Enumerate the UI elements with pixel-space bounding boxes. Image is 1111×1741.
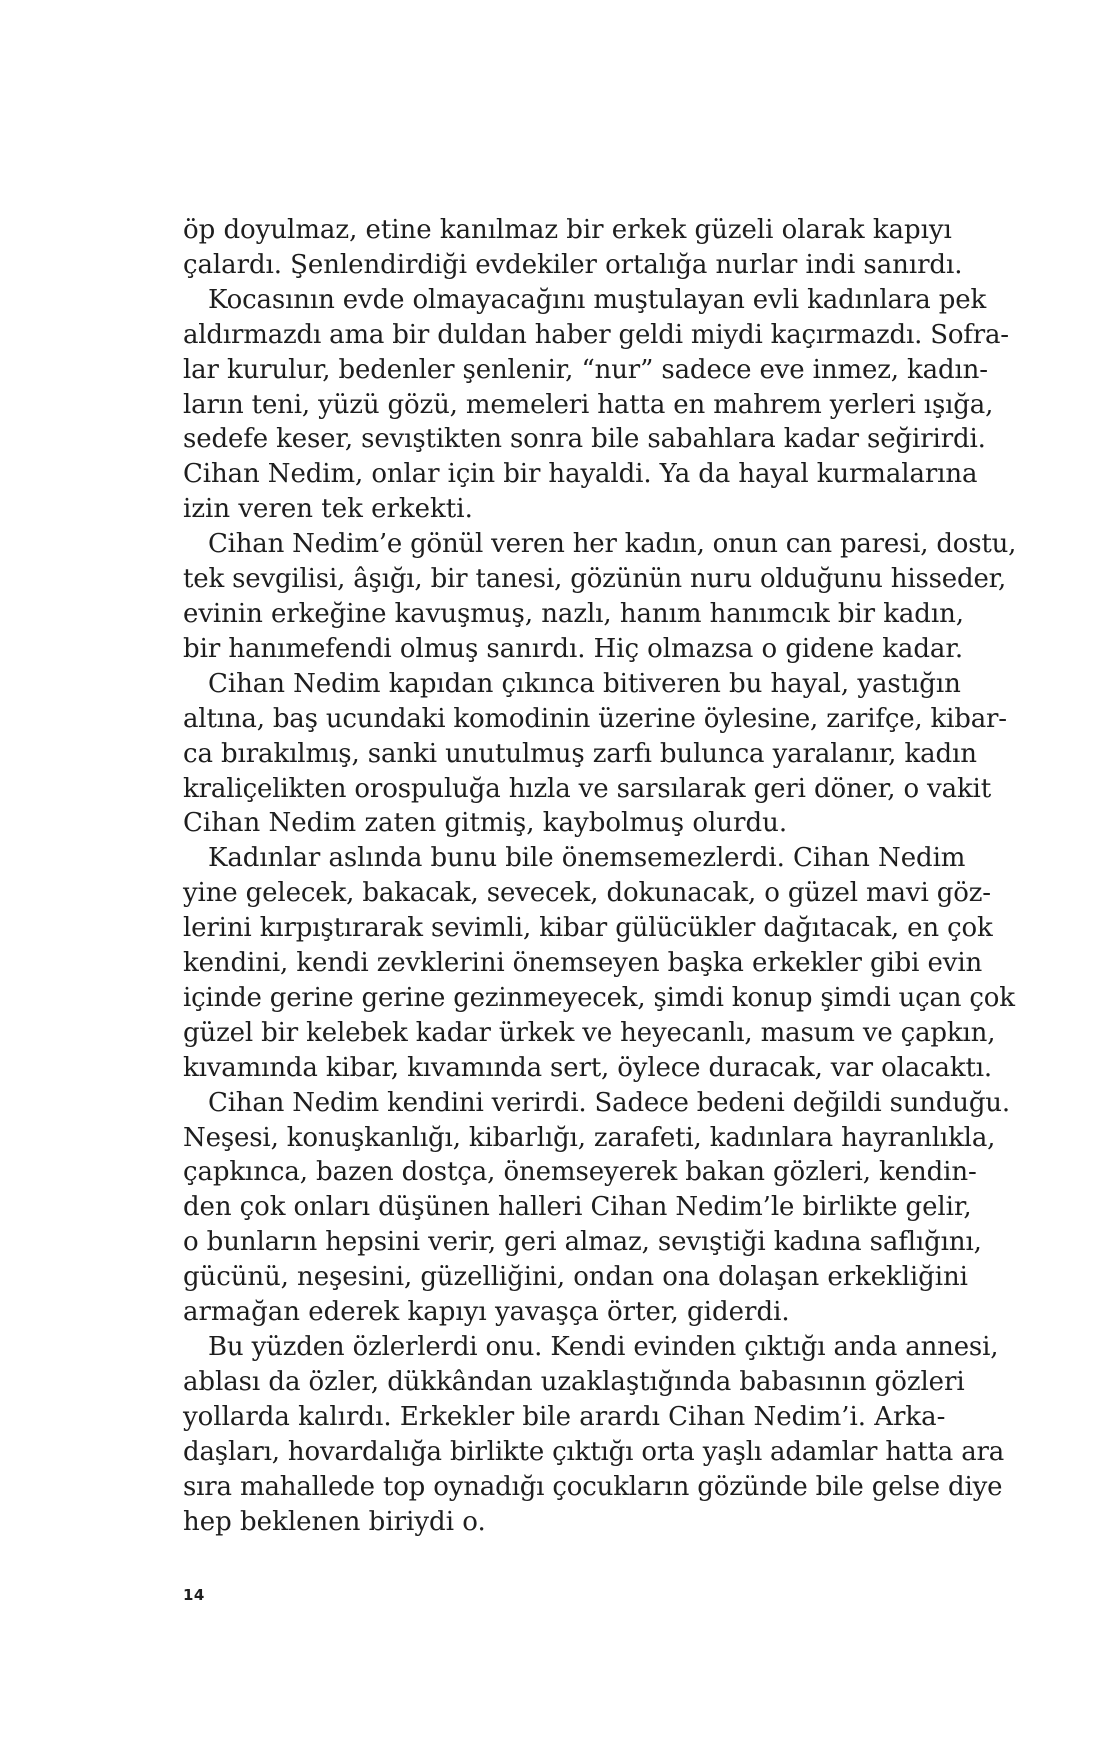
- text-line: evinin erkeğine kavuşmuş, nazlı, hanım hanımcık bir kadın,: [183, 598, 964, 629]
- paragraph: [183, 1086, 1010, 1330]
- text-line: o bunların hepsini verir, geri almaz, sevıştiği kadına saflığını,: [183, 1227, 982, 1258]
- paragraph: [183, 841, 1015, 1085]
- paragraph: [183, 667, 1007, 842]
- text-line: ca bırakılmış, sanki unutulmuş zarfı bulunca yaralanır, kadın: [183, 738, 977, 769]
- text-line: Bu yüzden özlerlerdi onu. Kendi evinden çıktığı anda annesi,: [208, 1332, 999, 1362]
- text-line: lar kurulur, bedenler şenlenir, “nur” sadece eve inmez, kadın-: [183, 354, 988, 385]
- body-text: [183, 213, 1017, 1539]
- text-line: bir hanımefendi olmuş sanırdı. Hiç olmazsa o gidene kadar.: [183, 633, 964, 664]
- text-line: sedefe keser, sevıştikten sonra bile sabahlara kadar seğirirdi.: [183, 424, 986, 455]
- text-line: tek sevgilisi, âşığı, bir tanesi, gözünün nuru olduğunu hisseder,: [183, 564, 1007, 595]
- text-line: Cihan Nedim zaten gitmiş, kaybolmuş olurdu.: [183, 808, 788, 839]
- paragraph: [183, 1330, 1005, 1539]
- page-number: 14: [183, 1586, 205, 1604]
- text-line: sıra mahallede top oynadığı çocukların gözünde bile gelse diye: [183, 1471, 1003, 1502]
- text-line: kendini, kendi zevklerini önemseyen başka erkekler gibi evin: [183, 948, 983, 979]
- text-line: kraliçelikten orospuluğa hızla ve sarsılarak geri döner, o vakit: [183, 773, 992, 804]
- paragraph: [183, 527, 1017, 667]
- text-line: gücünü, neşesini, güzelliğini, ondan ona dolaşan erkekliğini: [183, 1262, 968, 1293]
- paragraph: [183, 213, 963, 283]
- text-line: Cihan Nedim kapıdan çıkınca bitiveren bu hayal, yastığın: [208, 668, 961, 699]
- text-line: aldırmazdı ama bir duldan haber geldi miydi kaçırmazdı. Sofra-: [183, 319, 1009, 350]
- text-line: altına, baş ucundaki komodinin üzerine öylesine, zarifçe, kibar-: [183, 703, 1007, 734]
- text-line: çalardı. Şenlendirdiği evdekiler ortalığa nurlar indi sanırdı.: [183, 249, 963, 280]
- text-line: yollarda kalırdı. Erkekler bile arardı Cihan Nedim’i. Arka-: [183, 1401, 946, 1432]
- paragraph: [183, 283, 1009, 527]
- text-line: den çok onları düşünen halleri Cihan Nedim’le birlikte gelir,: [183, 1192, 972, 1223]
- text-line: hep beklenen biriydi o.: [183, 1506, 486, 1537]
- text-line: Cihan Nedim’e gönül veren her kadın, onun can paresi, dostu,: [208, 529, 1017, 560]
- text-line: çapkınca, bazen dostça, önemseyerek bakan gözleri, kendin-: [183, 1157, 977, 1188]
- text-line: öp doyulmaz, etine kanılmaz bir erkek güzeli olarak kapıyı: [183, 215, 952, 245]
- text-line: kıvamında kibar, kıvamında sert, öylece duracak, var olacaktı.: [183, 1052, 993, 1083]
- text-line: Cihan Nedim kendini verirdi. Sadece bedeni değildi sunduğu.: [208, 1087, 1010, 1118]
- text-line: Cihan Nedim, onlar için bir hayaldi. Ya da hayal kurmalarına: [183, 459, 978, 490]
- text-line: içinde gerine gerine gezinmeyecek, şimdi konup şimdi uçan çok: [183, 982, 1015, 1013]
- text-line: Kadınlar aslında bunu bile önemsemezlerdi. Cihan Nedim: [208, 843, 966, 874]
- text-line: yine gelecek, bakacak, sevecek, dokunacak, o güzel mavi göz-: [183, 878, 991, 909]
- text-line: Kocasının evde olmayacağını muştulayan evli kadınlara pek: [208, 284, 987, 315]
- text-line: armağan ederek kapıyı yavaşça örter, giderdi.: [183, 1297, 790, 1328]
- text-line: ların teni, yüzü gözü, memeleri hatta en mahrem yerleri ışığa,: [183, 389, 994, 420]
- text-line: Neşesi, konuşkanlığı, kibarlığı, zarafeti, kadınlara hayranlıkla,: [183, 1122, 996, 1153]
- text-line: güzel bir kelebek kadar ürkek ve heyecanlı, masum ve çapkın,: [183, 1017, 996, 1048]
- text-line: ablası da özler, dükkândan uzaklaştığında babasının gözleri: [183, 1366, 965, 1397]
- text-line: lerini kırpıştırarak sevimli, kibar gülücükler dağıtacak, en çok: [183, 913, 993, 944]
- text-line: daşları, hovardalığa birlikte çıktığı orta yaşlı adamlar hatta ara: [183, 1436, 1005, 1467]
- text-line: izin veren tek erkekti.: [183, 494, 473, 525]
